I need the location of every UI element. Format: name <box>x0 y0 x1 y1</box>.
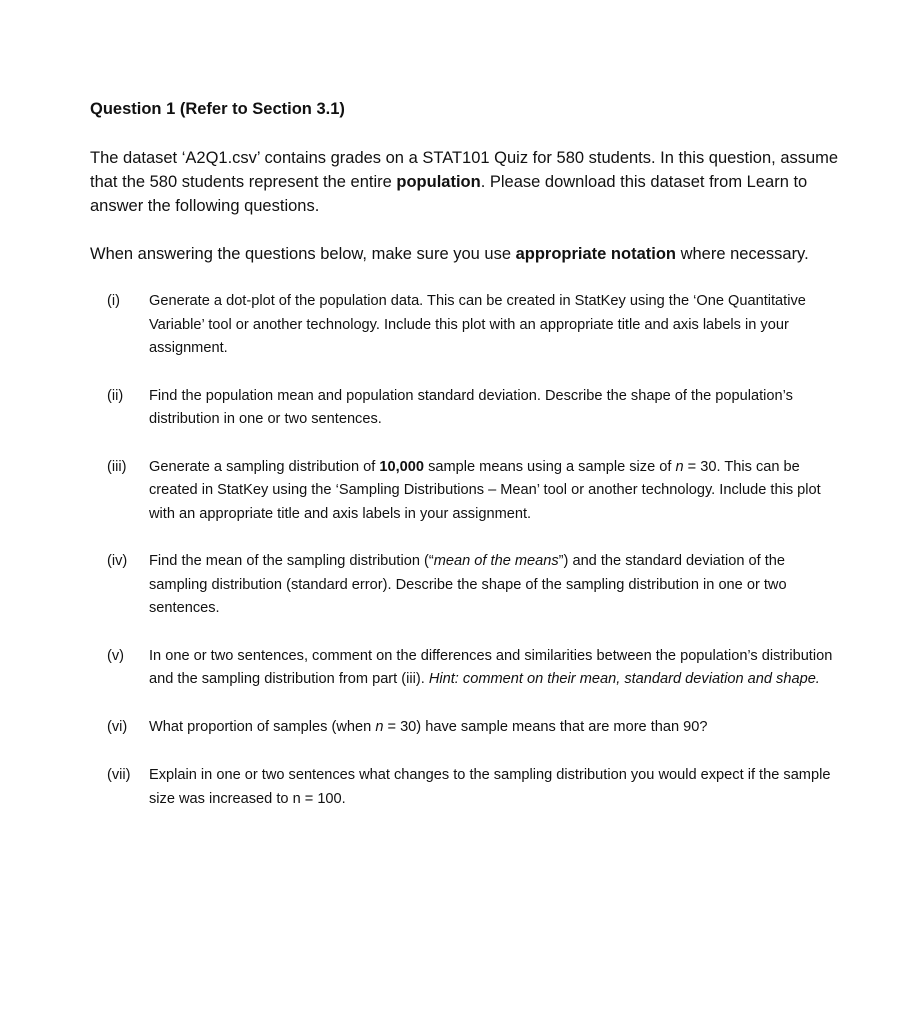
item-text-part: In one or two sentences, comment on the differences and similarities between the population’s distribution and the sampling distribution from part (iii). <box>149 647 833 687</box>
item-text <box>149 456 837 527</box>
item-text <box>149 550 837 621</box>
question-heading: Question 1 (Refer to Section 3.1) <box>90 100 345 118</box>
list-item-iii <box>107 456 837 527</box>
item-text-part: Generate a sampling distribution of <box>149 458 380 475</box>
question-content <box>90 98 850 811</box>
item-number: (iv) <box>107 553 128 569</box>
list-item-i <box>107 290 837 361</box>
notation-text-c: where necessary. <box>676 245 809 263</box>
item-text-part: What proportion of samples (when <box>149 718 376 735</box>
intro-emphasis-population: population <box>396 173 481 191</box>
intro-paragraph <box>90 146 850 218</box>
item-number: (i) <box>107 293 120 309</box>
item-hint: Hint: comment on their mean, standard deviation and shape. <box>428 671 820 687</box>
intro-text-a: The dataset ‘A2Q1.csv’ contains grades on a STAT101 Quiz for 580 students. In this question, assume that the 580 students represent the entire <box>90 149 839 191</box>
list-item-ii <box>107 385 837 432</box>
notation-emphasis: appropriate notation <box>515 245 676 263</box>
item-text-part: Find the mean of the sampling distribution (“ <box>149 553 434 569</box>
item-text <box>149 645 837 692</box>
item-text-part: = 30. This can be created in StatKey using the ‘Sampling Distributions – Mean’ tool or another technology. Include this plot with an appropriate title and axis labels in your assignment. <box>149 458 821 522</box>
notation-text-a: When answering the questions below, make sure you use <box>90 245 516 263</box>
item-number: (vi) <box>107 718 128 735</box>
item-variable-n: n <box>675 458 684 475</box>
item-number: (iii) <box>107 458 127 475</box>
item-number: (v) <box>107 647 125 664</box>
item-text: Generate a dot-plot of the population data. This can be created in StatKey using the ‘One Quantitative Variable’ tool or another technology. Include this plot with an appropriate title and axis labels in your assignment. <box>149 293 806 356</box>
list-item-vi <box>107 716 837 740</box>
item-number: (vii) <box>107 767 131 783</box>
intro-text-c: . Please download this dataset from Learn to answer the following questions. <box>90 173 808 215</box>
notation-paragraph <box>90 242 850 266</box>
item-variable-n: n <box>375 718 384 735</box>
item-text <box>149 716 837 740</box>
list-item-iv <box>107 550 837 621</box>
item-text-part: = 30) have sample means that are more than 90? <box>383 718 708 735</box>
item-number: (ii) <box>107 387 124 404</box>
item-text-part: ”) and the standard deviation of the sampling distribution (standard error). Describe the shape of the sampling distribution in one or two sentences. <box>149 553 787 616</box>
item-text: Explain in one or two sentences what changes to the sampling distribution you would expect if the sample size was increased to n = 100. <box>149 767 831 807</box>
item-emphasis: 10,000 <box>379 458 425 475</box>
item-emphasis: mean of the means <box>433 553 559 569</box>
item-text: Find the population mean and population standard deviation. Describe the shape of the population’s distribution in one or two sentences. <box>149 387 793 427</box>
list-item-vii <box>107 764 837 811</box>
question-list <box>107 290 837 811</box>
list-item-v <box>107 645 837 692</box>
item-text-part: sample means using a sample size of <box>424 458 676 475</box>
